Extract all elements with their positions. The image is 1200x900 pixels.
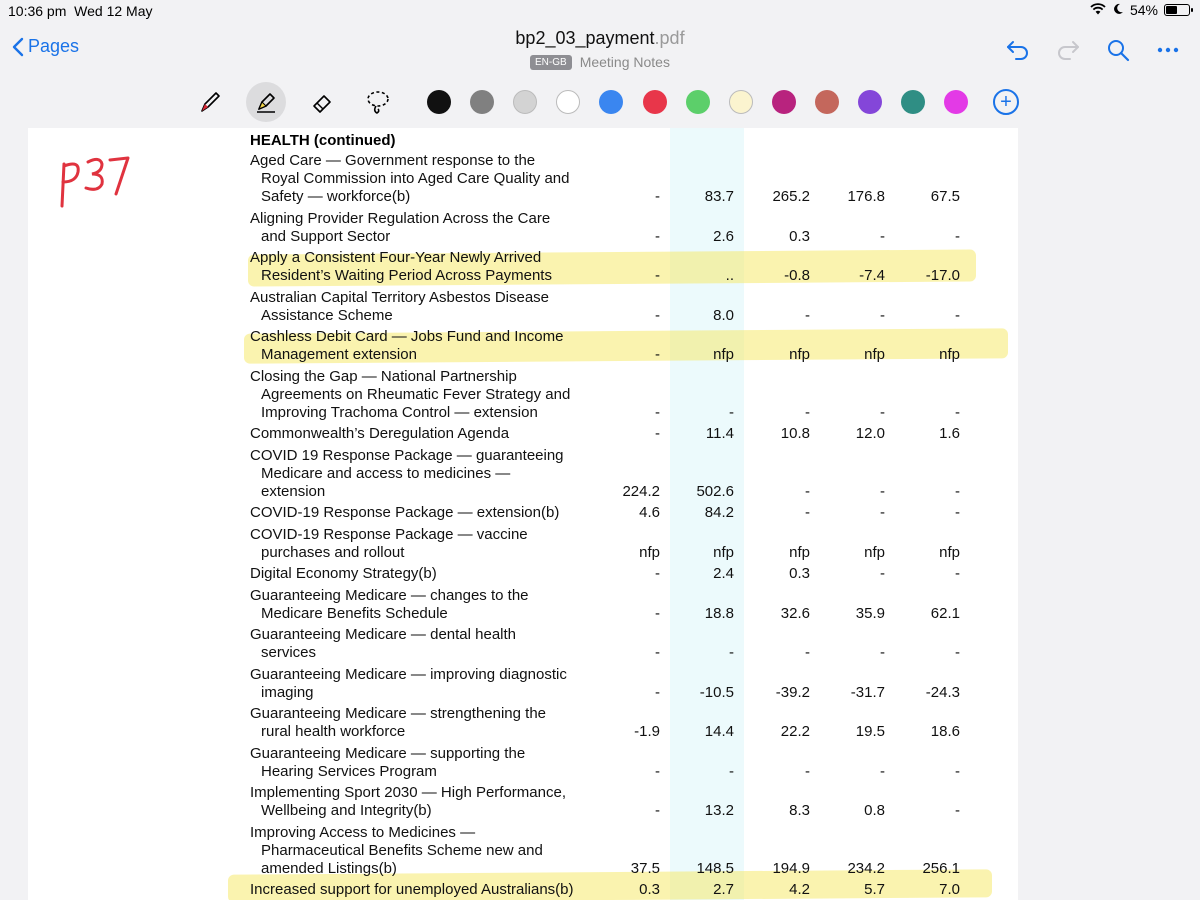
plus-icon: +	[1000, 91, 1012, 113]
row-value: 22.2	[780, 723, 810, 740]
row-value: -	[655, 267, 660, 284]
row-label	[250, 881, 610, 899]
status-time: 10:36 pm Wed 12 May	[8, 3, 153, 19]
row-label	[250, 666, 610, 702]
row-value: 7.0	[939, 881, 960, 898]
row-value: -	[955, 644, 960, 661]
row-value: 265.2	[772, 188, 810, 205]
row-value: -	[655, 188, 660, 205]
row-label-line: Pharmaceutical Benefits Scheme new and	[261, 841, 543, 859]
row-value: -	[729, 644, 734, 661]
row-label	[250, 745, 610, 781]
row-label-line: imaging	[261, 683, 314, 701]
row-value: 8.3	[789, 802, 810, 819]
row-label	[250, 565, 610, 583]
row-value: 0.3	[789, 227, 810, 245]
row-value: -	[805, 504, 810, 521]
row-value: 32.6	[780, 604, 810, 622]
row-label-line: Implementing Sport 2030 — High Performance,	[250, 784, 566, 801]
row-label-line: COVID-19 Response Package — vaccine	[250, 525, 528, 543]
moon-icon	[1112, 2, 1124, 18]
row-label-line: rural health workforce	[261, 723, 406, 740]
row-value: -	[655, 565, 660, 582]
row-value: -	[655, 425, 660, 442]
notebook-name: Meeting Notes	[579, 54, 670, 70]
row-value: 10.8	[780, 425, 810, 442]
row-label-line: Closing the Gap — National Partnership	[250, 367, 517, 385]
row-label-line: Guaranteeing Medicare — changes to the	[250, 586, 529, 604]
row-label	[250, 626, 610, 662]
row-value: nfp	[713, 346, 734, 363]
color-swatch[interactable]	[513, 90, 537, 114]
color-swatch[interactable]	[772, 90, 796, 114]
row-label	[250, 587, 610, 623]
row-label-line: Cashless Debit Card — Jobs Fund and Income	[250, 328, 564, 345]
row-label-line: purchases and rollout	[261, 543, 405, 561]
row-label	[250, 784, 610, 820]
handwritten-note-p37	[56, 152, 136, 208]
row-label	[250, 504, 610, 522]
row-label-line: Digital Economy Strategy(b)	[250, 565, 437, 582]
row-label-line: Aligning Provider Regulation Across the Care	[250, 209, 551, 227]
row-value: -10.5	[699, 683, 734, 701]
row-value: -	[729, 403, 734, 421]
color-swatch[interactable]	[944, 90, 968, 114]
status-bar	[0, 0, 1200, 22]
row-value: -	[805, 403, 810, 421]
row-value: -	[880, 565, 885, 582]
row-value: -	[955, 227, 960, 245]
row-value: -	[955, 482, 960, 500]
row-value: -39.2	[775, 683, 810, 701]
more-options-icon[interactable]	[1154, 36, 1182, 64]
row-value: 14.4	[704, 723, 734, 740]
row-value: -	[655, 227, 660, 245]
row-label-line: extension	[261, 482, 326, 500]
color-swatch[interactable]	[901, 90, 925, 114]
row-label-line: Assistance Scheme	[261, 306, 393, 324]
battery-icon	[1164, 4, 1190, 16]
row-label-line: Wellbeing and Integrity(b)	[261, 802, 432, 819]
battery-percent: 54%	[1129, 2, 1158, 18]
row-label-line: Guaranteeing Medicare — supporting the	[250, 744, 526, 762]
row-value: -	[955, 306, 960, 324]
highlighter-icon	[253, 89, 279, 115]
row-value: 37.5	[630, 859, 660, 877]
row-label	[250, 328, 610, 364]
row-label	[250, 210, 610, 246]
row-label-line: Management extension	[261, 346, 417, 363]
row-value: -	[655, 644, 660, 661]
row-value: 18.6	[930, 723, 960, 740]
row-label-line: Commonwealth’s Deregulation Agenda	[250, 425, 510, 442]
row-value: nfp	[713, 543, 734, 561]
color-swatch[interactable]	[729, 90, 753, 114]
row-value: nfp	[939, 543, 960, 561]
row-value: nfp	[939, 346, 960, 363]
row-value: 4.6	[639, 504, 660, 521]
row-value: -	[955, 403, 960, 421]
pen-tool-button[interactable]	[190, 82, 230, 122]
row-label	[250, 152, 610, 206]
row-value: 2.6	[713, 227, 734, 245]
row-label-line: Improving Access to Medicines —	[250, 823, 476, 841]
highlighter-tool-button[interactable]	[246, 82, 286, 122]
row-value: 35.9	[855, 604, 885, 622]
row-label-line: Royal Commission into Aged Care Quality and	[261, 170, 570, 187]
row-value: -	[880, 306, 885, 324]
row-label-line: COVID-19 Response Package — extension(b)	[250, 504, 560, 521]
row-value: -	[655, 604, 660, 622]
row-value: 2.4	[713, 565, 734, 582]
row-value: -1.9	[634, 723, 660, 740]
pen-icon	[197, 89, 223, 115]
row-value: 5.7	[864, 881, 885, 898]
row-label-line: amended Listings(b)	[261, 859, 397, 877]
row-label-line: Guaranteeing Medicare — strengthening the	[250, 705, 547, 722]
row-value: ..	[725, 267, 734, 284]
row-label	[250, 425, 610, 443]
section-heading: HEALTH (continued)	[250, 132, 396, 149]
row-label-line: Safety — workforce(b)	[261, 188, 411, 205]
back-label: Pages	[28, 36, 80, 56]
row-label-line: and Support Sector	[261, 227, 391, 245]
row-value: -	[880, 504, 885, 521]
row-label-line: Resident’s Waiting Period Across Payments	[261, 267, 552, 284]
row-value: 13.2	[704, 802, 734, 819]
row-value: 12.0	[855, 425, 885, 442]
row-value: -	[880, 482, 885, 500]
row-value: 256.1	[922, 859, 960, 877]
row-value: -	[655, 802, 660, 819]
row-value: 0.8	[864, 802, 885, 819]
row-value: 176.8	[847, 188, 885, 205]
search-icon[interactable]	[1104, 36, 1132, 64]
row-value: 84.2	[704, 504, 734, 521]
row-value: 11.4	[705, 425, 734, 442]
row-value: 0.3	[639, 881, 660, 898]
add-color-button[interactable]	[993, 89, 1019, 115]
row-label-line: Agreements on Rheumatic Fever Strategy and	[261, 385, 571, 403]
pdf-page[interactable]	[28, 128, 1018, 900]
lasso-tool-button[interactable]	[358, 82, 398, 122]
row-value: 18.8	[704, 604, 734, 622]
row-value: -	[655, 683, 660, 701]
row-value: -	[955, 504, 960, 521]
row-value: -	[880, 403, 885, 421]
row-label-line: Guaranteeing Medicare — dental health	[250, 626, 517, 643]
row-value: -	[955, 762, 960, 780]
row-value: -	[729, 762, 734, 780]
row-value: 83.7	[704, 188, 734, 205]
row-value: nfp	[864, 543, 885, 561]
row-label-line: Apply a Consistent Four-Year Newly Arrived	[250, 249, 542, 266]
language-badge: EN-GB	[530, 55, 572, 70]
row-label-line: services	[261, 644, 317, 661]
color-swatch[interactable]	[686, 90, 710, 114]
color-swatch[interactable]	[599, 90, 623, 114]
color-swatch[interactable]	[643, 90, 667, 114]
row-value: 2.7	[713, 881, 734, 898]
color-swatch[interactable]	[556, 90, 580, 114]
nav-bar	[0, 22, 1200, 78]
row-label	[250, 447, 610, 501]
row-value: nfp	[789, 543, 810, 561]
row-label-line: Medicare Benefits Schedule	[261, 604, 448, 622]
right-margin	[1018, 128, 1200, 900]
row-value: -	[880, 762, 885, 780]
row-value: -7.4	[859, 267, 885, 284]
row-value: 0.3	[789, 565, 810, 582]
row-label-line: Australian Capital Territory Asbestos Disease	[250, 288, 550, 306]
row-value: -	[655, 762, 660, 780]
row-value: -	[880, 644, 885, 661]
row-value: -	[805, 762, 810, 780]
row-value: 4.2	[789, 881, 810, 898]
row-value: -	[805, 482, 810, 500]
status-right	[1090, 2, 1190, 18]
row-label-line: COVID 19 Response Package — guaranteeing	[250, 446, 564, 464]
row-value: 224.2	[622, 482, 660, 500]
document-title[interactable]: bp2_03_payment.pdf	[515, 28, 685, 48]
annotation-toolbar	[0, 78, 1200, 128]
row-label-line: Increased support for unemployed Australians(b)	[250, 881, 574, 898]
row-value: -	[955, 565, 960, 582]
color-swatch[interactable]	[427, 90, 451, 114]
row-label	[250, 249, 610, 285]
row-label	[250, 368, 610, 422]
row-value: -	[880, 227, 885, 245]
wifi-icon	[1090, 2, 1106, 18]
row-label-line: Aged Care — Government response to the	[250, 152, 536, 169]
row-label-line: Guaranteeing Medicare — improving diagnostic	[250, 665, 567, 683]
redo-icon[interactable]	[1054, 36, 1082, 64]
undo-icon[interactable]	[1004, 36, 1032, 64]
row-value: -17.0	[925, 267, 960, 284]
row-value: -	[655, 306, 660, 324]
row-value: 234.2	[847, 859, 885, 877]
row-value: -24.3	[925, 683, 960, 701]
row-value: nfp	[639, 543, 660, 561]
row-value: 19.5	[855, 723, 885, 740]
row-value: 8.0	[713, 306, 734, 324]
row-value: 502.6	[696, 482, 734, 500]
row-value: 148.5	[696, 859, 734, 877]
color-swatch[interactable]	[470, 90, 494, 114]
row-value: 67.5	[930, 188, 960, 205]
row-value: 194.9	[772, 859, 810, 877]
row-value: -	[955, 802, 960, 819]
row-label-line: Hearing Services Program	[261, 762, 437, 780]
row-value: -	[655, 346, 660, 363]
lasso-icon	[364, 89, 392, 115]
row-value: -0.8	[784, 267, 810, 284]
row-label-line: Medicare and access to medicines —	[261, 464, 511, 482]
row-value: -	[805, 306, 810, 324]
eraser-icon	[309, 89, 335, 115]
color-swatch[interactable]	[858, 90, 882, 114]
color-swatch[interactable]	[815, 90, 839, 114]
row-label	[250, 289, 610, 325]
row-value: -	[805, 644, 810, 661]
row-value: nfp	[864, 346, 885, 363]
row-value: 62.1	[930, 604, 960, 622]
eraser-tool-button[interactable]	[302, 82, 342, 122]
row-label-line: Improving Trachoma Control — extension	[261, 403, 538, 421]
row-value: 1.6	[939, 425, 960, 442]
row-label	[250, 705, 610, 741]
row-value: -31.7	[850, 683, 885, 701]
row-value: -	[655, 403, 660, 421]
row-label	[250, 824, 610, 878]
row-value: nfp	[789, 346, 810, 363]
row-label	[250, 526, 610, 562]
